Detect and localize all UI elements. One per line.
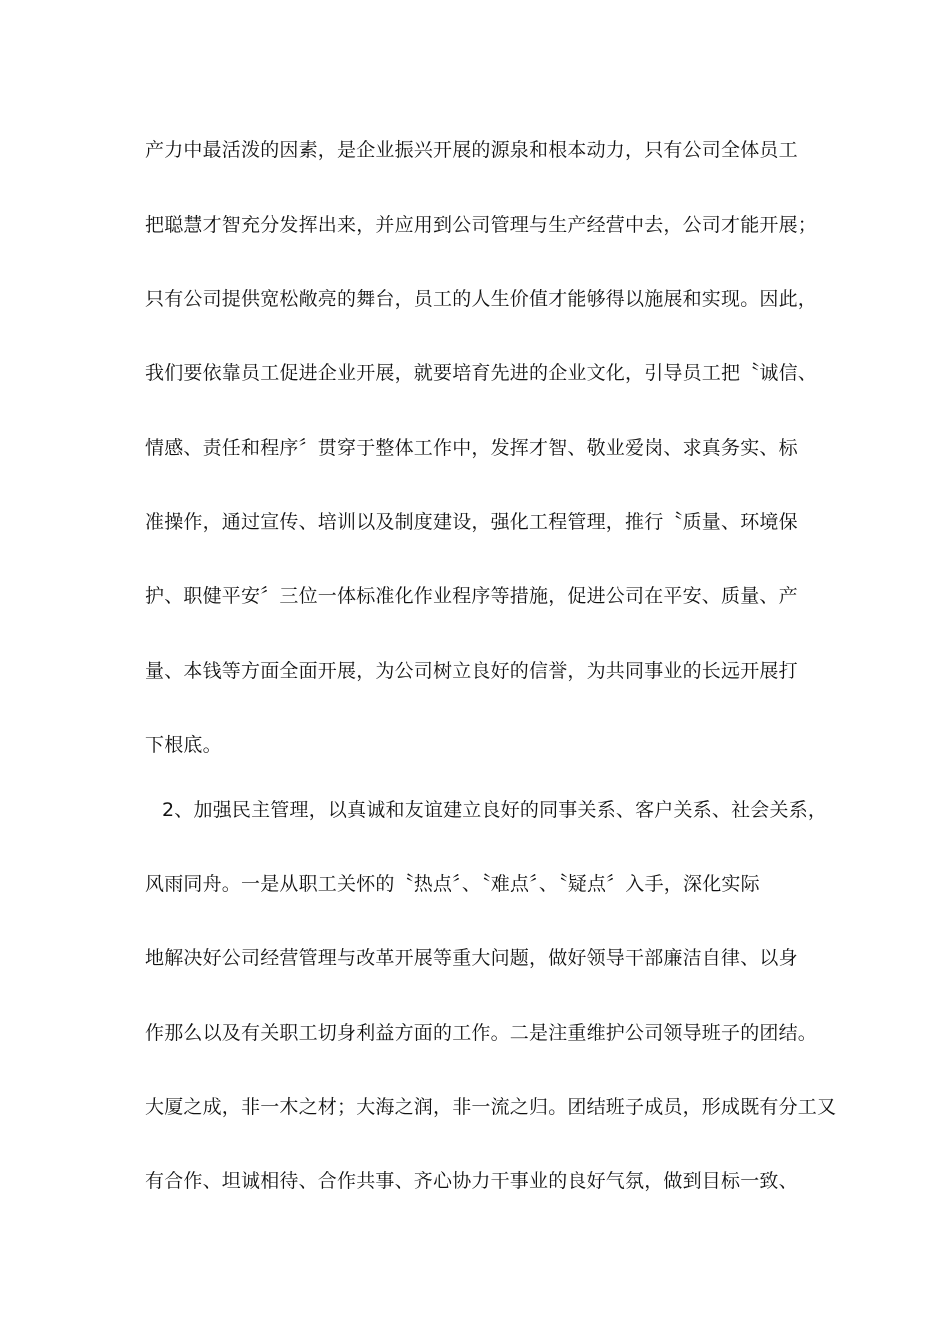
paragraph-line: 产力中最活泼的因素，是企业振兴开展的源泉和根本动力，只有公司全体员工	[145, 139, 798, 161]
paragraph-line: 风雨同舟。一是从职工关怀的〝热点〞、〝难点〞、〝疑点〞入手，深化实际	[145, 873, 760, 895]
paragraph-line: 只有公司提供宽松敞亮的舞台，员工的人生价值才能够得以施展和实现。因此，	[145, 288, 818, 310]
paragraph-line: 大厦之成，非一木之材；大海之润，非一流之归。团结班子成员，形成既有分工又	[145, 1096, 837, 1118]
paragraph-line: 有合作、坦诚相待、合作共事、齐心协力干事业的良好气氛，做到目标一致、	[145, 1170, 798, 1192]
paragraph-line: 地解决好公司经营管理与改革开展等重大问题，做好领导干部廉洁自律、以身	[145, 947, 798, 969]
paragraph-line: 作那么以及有关职工切身利益方面的工作。二是注重维护公司领导班子的团结。	[145, 1022, 818, 1044]
paragraph-line: 下根底。	[145, 734, 222, 756]
paragraph-line: 量、本钱等方面全面开展，为公司树立良好的信誉，为共同事业的长远开展打	[145, 660, 798, 682]
paragraph-line: 情感、责任和程序〞贯穿于整体工作中，发挥才智、敬业爱岗、求真务实、标	[145, 437, 798, 459]
paragraph-line: 准操作，通过宣传、培训以及制度建设，强化工程管理，推行〝质量、环境保	[145, 511, 798, 533]
paragraph-line: 2、加强民主管理，以真诚和友谊建立良好的同事关系、客户关系、社会关系，	[162, 799, 828, 821]
paragraph-line: 护、职健平安〞三位一体标准化作业程序等措施，促进公司在平安、质量、产	[145, 585, 798, 607]
paragraph-line: 把聪慧才智充分发挥出来，并应用到公司管理与生产经营中去，公司才能开展；	[145, 214, 818, 236]
paragraph-line: 我们要依靠员工促进企业开展，就要培育先进的企业文化，引导员工把〝诚信、	[145, 362, 818, 384]
